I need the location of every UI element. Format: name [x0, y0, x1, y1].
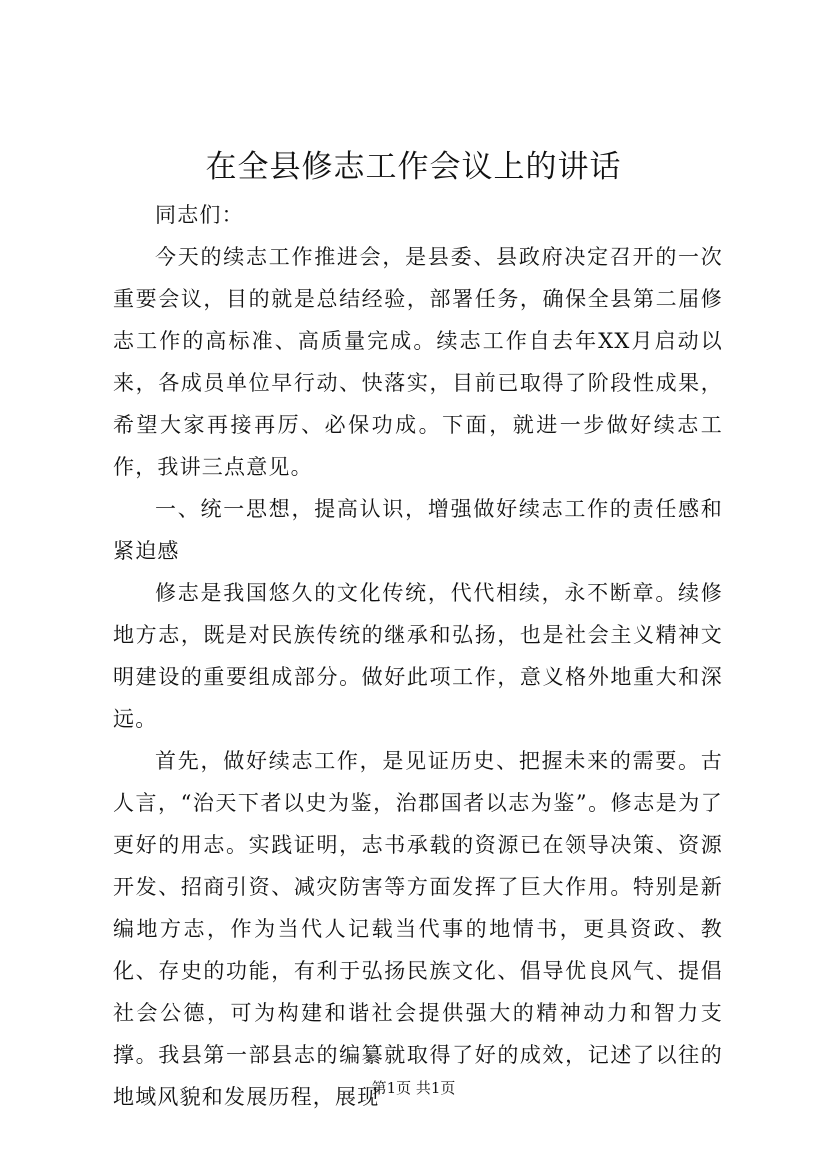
body-paragraph: 修志是我国悠久的文化传统，代代相续，永不断章。续修地方志，既是对民族传统的继承和弘扬，也是社会主义精神文明建设的重要组成部分。做好此项工作，意义格外地重大和深远。 [113, 581, 723, 731]
salutation-paragraph: 同志们： [155, 203, 244, 227]
page-footer: 第1页 共1页 [371, 1079, 456, 1097]
section-heading-one: 一、统一思想，提高认识，增强做好续志工作的责任感和紧迫感 [113, 497, 723, 563]
body-paragraph: 首先，做好续志工作，是见证历史、把握未来的需要。古人言，“治天下者以史为鉴，治郡国者以志为鉴”。修志是为了更好的用志。实践证明，志书承载的资源已在领导决策、资源开发、招商引资、减灾防害等方面发挥了巨大作用。特别是新编地方志，作为当代人记载当代事的地情书，更具资政、教化、存史的功能，有利于弘扬民族文化、倡导优良风气、提倡社会公德，可为构建和谐社会提供强大的精神动力和智力支撑。我县第一部县志的编纂就取得了好的成效，记述了以往的地域风貌和发展历程，展现 [113, 749, 723, 1109]
intro-paragraph: 今天的续志工作推进会，是县委、县政府决定召开的一次重要会议，目的就是总结经验，部署任务，确保全县第二届修志工作的高标准、高质量完成。续志工作自去年XX月启动以来，各成员单位早行动、快落实，目前已取得了阶段性成果，希望大家再接再厉、必保功成。下面，就进一步做好续志工作，我讲三点意见。 [113, 245, 723, 479]
document-body [113, 194, 723, 1118]
document-title: 在全县修志工作会议上的讲话 [205, 149, 622, 185]
